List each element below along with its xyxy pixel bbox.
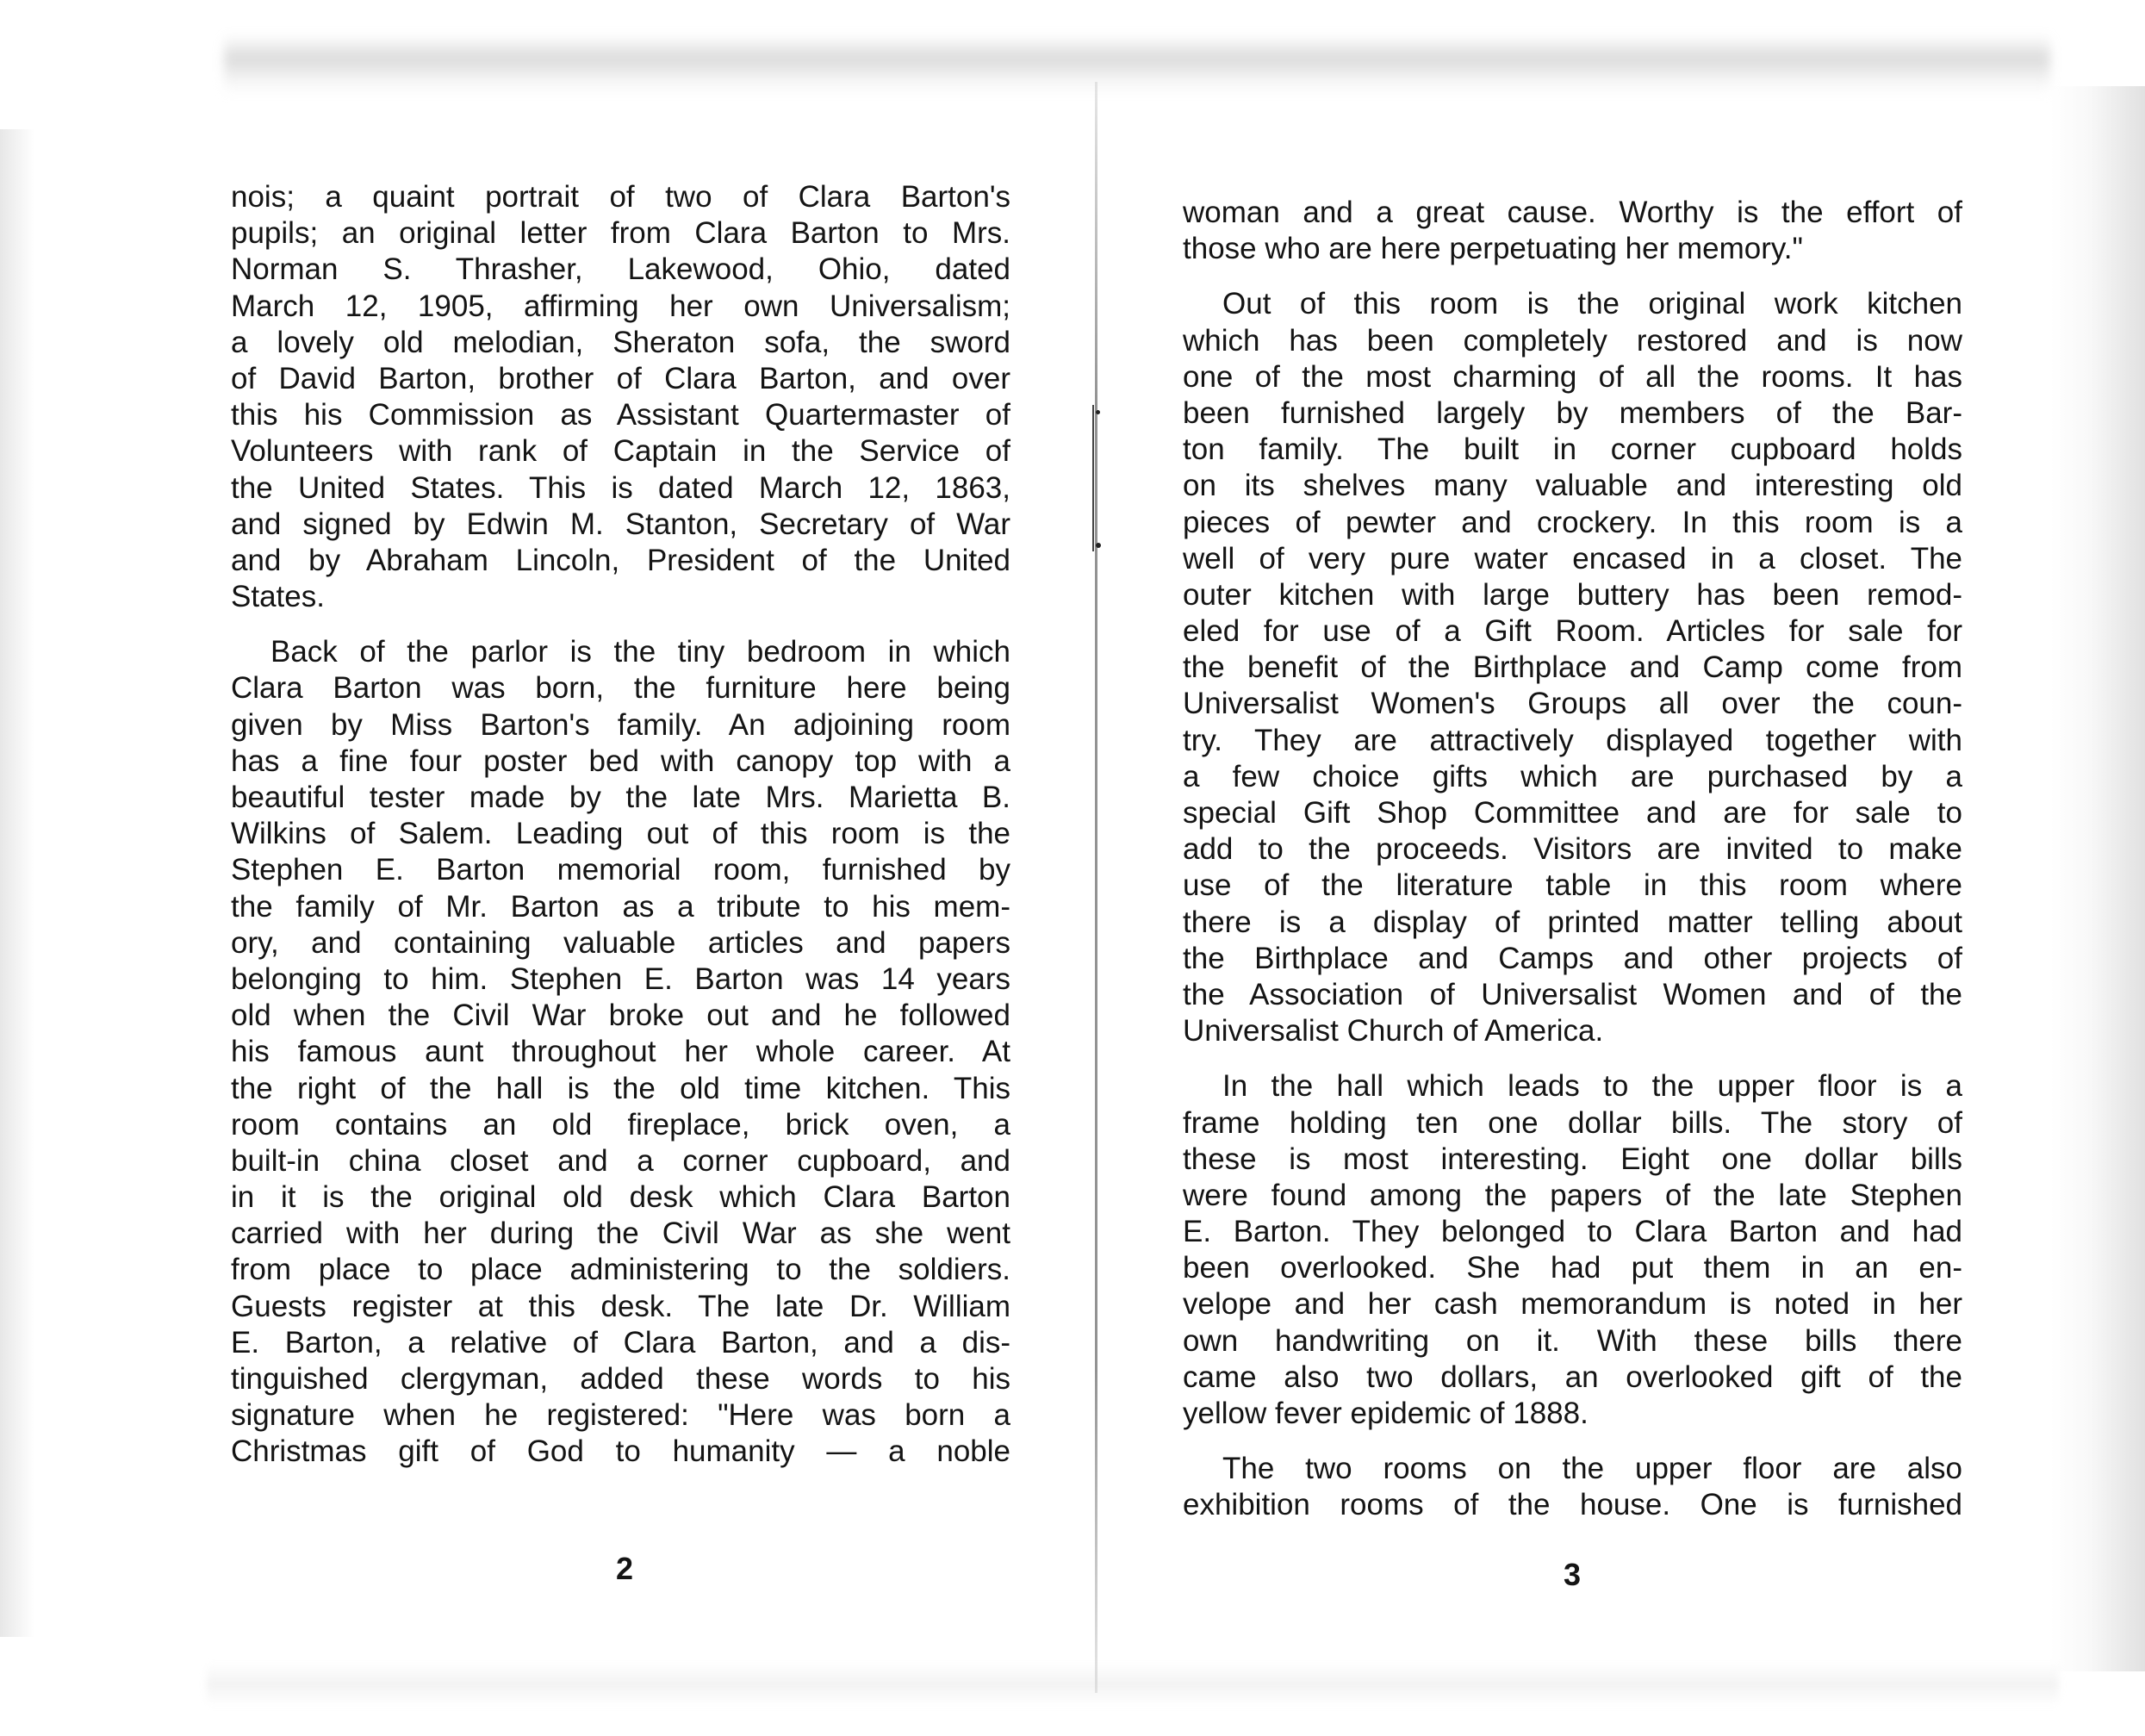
text-line: March 12, 1905, affirming her own Universalism; [231,289,1010,323]
paragraph [1183,286,1962,1049]
text-line: signature when he registered: "Here was born a [231,1398,1010,1433]
right-page [1098,0,1986,1736]
left-page-number: 2 [616,1551,634,1586]
text-line: eled for use of a Gift Room. Articles for sale for [1183,614,1962,649]
text-line: own handwriting on it. With these bills there [1183,1323,1962,1358]
text-line: Wilkins of Salem. Leading out of this room is the [231,817,1010,851]
text-line: were found among the papers of the late Stephen [1183,1178,1962,1212]
paragraph [1183,1451,1962,1523]
text-line: has a fine four poster bed with canopy top with a [231,744,1010,778]
text-line: Norman S. Thrasher, Lakewood, Ohio, dated [231,252,1010,287]
text-line: nois; a quaint portrait of two of Clara Barton's [231,180,1010,214]
text-line: beautiful tester made by the late Mrs. Marietta B. [231,781,1010,814]
text-line: and by Abraham Lincoln, President of the United [231,543,1010,577]
left-page [215,0,1094,1736]
text-line: this his Commission as Assistant Quartermaster of [231,398,1010,432]
text-line: belonging to him. Stephen E. Barton was 14 years [231,961,1010,996]
text-line: these is most interesting. Eight one dollar bills [1183,1142,1962,1176]
text-line: and signed by Edwin M. Stanton, Secretary of War [231,507,1010,541]
text-line: Stephen E. Barton memorial room, furnished by [231,853,1010,887]
text-line: been overlooked. She had put them in an en- [1183,1251,1962,1285]
text-line: use of the literature table in this room where [1183,868,1962,903]
right-edge-shade [2050,86,2145,1671]
text-line: States. [231,580,325,614]
text-line: one of the most charming of all the rooms. It has [1183,359,1962,394]
text-line: the Association of Universalist Women and of the [1183,977,1962,1011]
text-line: velope and her cash memorandum is noted in her [1183,1287,1962,1322]
text-line: In the hall which leads to the upper floor is a [1222,1069,1962,1104]
text-line: Guests register at this desk. The late Dr. William [231,1289,1010,1323]
text-line: those who are here perpetuating her memory." [1183,232,1803,266]
text-line: E. Barton. They belonged to Clara Barton and had [1183,1215,1962,1249]
text-line: E. Barton, a relative of Clara Barton, and a dis- [231,1325,1010,1360]
text-line: a few choice gifts which are purchased by a [1183,759,1962,793]
right-page-number: 3 [1564,1557,1582,1592]
text-line: carried with her during the Civil War as she went [231,1216,1010,1251]
left-edge-shade [0,129,34,1637]
book-spine [1095,82,1097,1693]
text-line: came also two dollars, an overlooked gift of the [1183,1360,1962,1394]
text-line: Back of the parlor is the tiny bedroom in which [270,635,1010,669]
text-line: the Birthplace and Camps and other projects of [1183,941,1962,975]
text-line: exhibition rooms of the house. One is furnished [1183,1488,1962,1522]
paragraph [1183,195,1962,267]
paragraph [231,179,1010,615]
text-line: in it is the original old desk which Clara Barton [231,1180,1010,1215]
text-line: on its shelves many valuable and interesting old [1183,469,1962,503]
text-line: Volunteers with rank of Captain in the Service of [231,434,1010,469]
text-line: of David Barton, brother of Clara Barton, and over [231,361,1010,395]
text-line: Universalist Women's Groups all over the coun- [1183,687,1962,721]
text-line: Christmas gift of God to humanity — a noble [231,1434,1010,1469]
text-line: a lovely old melodian, Sheraton sofa, the sword [231,325,1010,359]
text-line: room contains an old fireplace, brick oven, a [231,1107,1010,1142]
text-line: outer kitchen with large buttery has been remod- [1183,577,1962,612]
paragraph-gap [231,615,1010,634]
text-line: Clara Barton was born, the furniture here being [231,671,1010,706]
text-line: woman and a great cause. Worthy is the effort of [1183,196,1962,229]
paragraph-gap [1183,1432,1962,1451]
paragraph [1183,1068,1962,1432]
text-line: the benefit of the Birthplace and Camp come from [1183,650,1962,685]
text-line: Out of this room is the original work kitchen [1222,287,1962,321]
text-line: his famous aunt throughout her whole career. At [231,1035,1010,1069]
text-line: The two rooms on the upper floor are also [1222,1452,1962,1486]
text-line: been furnished largely by members of the Bar- [1183,395,1962,430]
text-line: try. They are attractively displayed together with [1183,723,1962,757]
text-line: pupils; an original letter from Clara Barton to Mrs. [231,216,1010,251]
text-line: ton family. The built in corner cupboard holds [1183,432,1962,467]
paragraph-gap [1183,1049,1962,1068]
text-line: special Gift Shop Committee and are for sale to [1183,796,1962,830]
text-line: well of very pure water encased in a closet. The [1183,541,1962,576]
text-line: Universalist Church of America. [1183,1014,1604,1048]
text-line: add to the proceeds. Visitors are invited to make [1183,832,1962,867]
paragraph-gap [1183,267,1962,286]
text-line: yellow fever epidemic of 1888. [1183,1397,1589,1430]
text-line: there is a display of printed matter telling about [1183,905,1962,939]
text-line: the United States. This is dated March 12, 1863, [231,470,1010,505]
text-line: pieces of pewter and crockery. In this room is a [1183,505,1962,539]
text-line: from place to place administering to the soldiers. [231,1253,1010,1287]
text-line: given by Miss Barton's family. An adjoining room [231,707,1010,742]
text-line: ory, and containing valuable articles and papers [231,925,1010,960]
text-line: built-in china closet and a corner cupboard, and [231,1143,1010,1178]
left-page-body [231,179,1010,1471]
text-line: frame holding ten one dollar bills. The story of [1183,1105,1962,1140]
text-line: tinguished clergyman, added these words to his [231,1362,1010,1396]
paragraph [231,634,1010,1470]
text-line: the family of Mr. Barton as a tribute to his mem- [231,889,1010,924]
text-line: old when the Civil War broke out and he followed [231,999,1010,1033]
right-page-body [1183,195,1962,1524]
text-line: the right of the hall is the old time kitchen. This [231,1071,1010,1105]
text-line: which has been completely restored and is now [1183,323,1962,358]
